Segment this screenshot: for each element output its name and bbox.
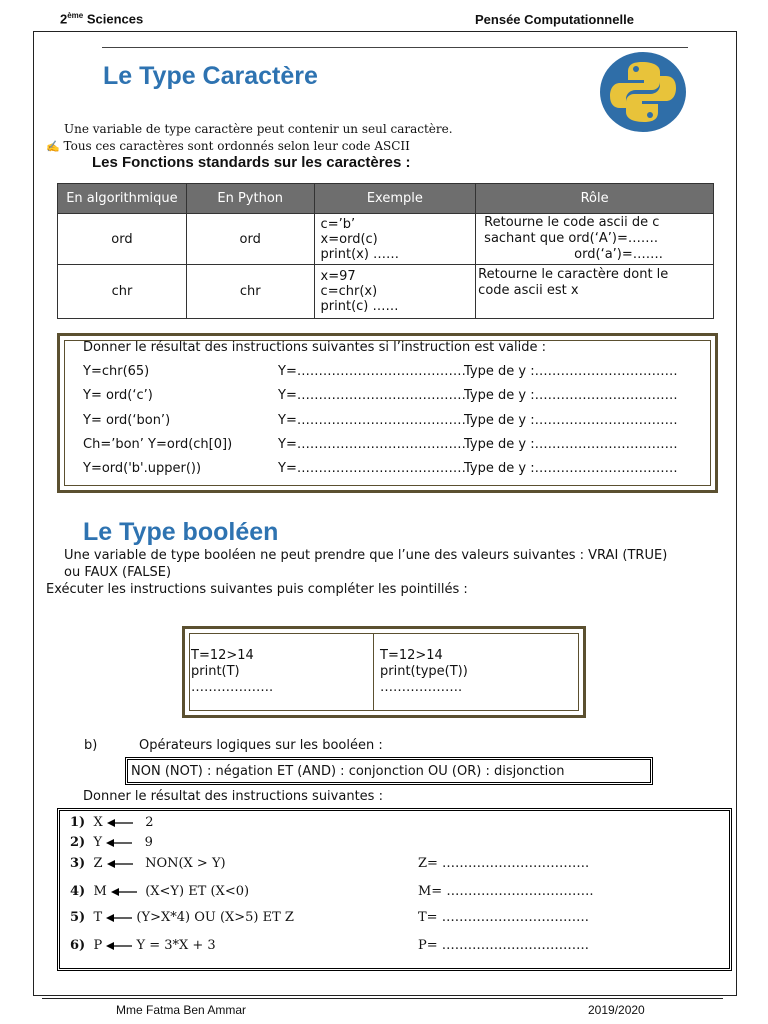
type-blank: Type de y :……………………………: [464, 413, 678, 428]
result-blank: Y=…………………………………: [278, 364, 466, 379]
assign-arrow-icon: [107, 859, 133, 869]
type-blank: Type de y :……………………………: [464, 461, 678, 476]
list-item: 5) T (Y>X*4) OU (X>5) ET Z: [70, 910, 294, 925]
operators-title: Opérateurs logiques sur les booléen :: [139, 738, 383, 753]
instr: Y= ord(‘c’): [83, 388, 153, 403]
table-row: ord ord c=’b’ x=ord(c) print(x) …… Retourne le code ascii de c sachant que ord(‘A’)=……. ord(‘a’)=…….: [58, 214, 714, 265]
col-header: En algorithmique: [58, 184, 187, 214]
bool-instruction: Exécuter les instructions suivantes puis compléter les pointillés :: [46, 582, 468, 597]
answer-blank: T= …………………………….: [418, 910, 589, 925]
footer-year: 2019/2020: [588, 1003, 645, 1017]
section-title-char: Le Type Caractère: [103, 62, 318, 90]
header-grade: 2ème Sciences: [60, 11, 144, 27]
exercise2-prompt: Donner le résultat des instructions suivantes :: [83, 789, 383, 804]
table-row: chr chr x=97 c=chr(x) print(c) …… Retourne le caractère dont le code ascii est x: [58, 265, 714, 319]
answer-blank: P= …………………………….: [418, 938, 589, 953]
bool-intro-2: ou FAUX (FALSE): [64, 565, 172, 580]
char-intro: Une variable de type caractère peut contenir un seul caractère.: [64, 122, 453, 136]
result-blank: Y=…………………………………: [278, 413, 466, 428]
col-header: Rôle: [476, 184, 714, 214]
answer-blank: Z= …………………………….: [418, 856, 590, 871]
result-blank: Y=…………………………………: [278, 437, 466, 452]
type-blank: Type de y :……………………………: [464, 437, 678, 452]
section-title-bool: Le Type booléen: [83, 518, 279, 546]
functions-table: [57, 183, 714, 319]
assign-arrow-icon: [107, 818, 133, 828]
assign-arrow-icon: [106, 941, 132, 951]
divider: [102, 47, 688, 48]
python-logo-icon: [600, 52, 686, 132]
type-blank: Type de y :……………………………: [464, 364, 678, 379]
operators-label: b): [84, 738, 98, 753]
list-item: 3) Z NON(X > Y): [70, 856, 226, 871]
footer-divider: [42, 998, 723, 999]
type-blank: Type de y :……………………………: [464, 388, 678, 403]
list-item: 6) P Y = 3*X + 3: [70, 938, 216, 953]
operators-box: NON (NOT) : négation ET (AND) : conjonction OU (OR) : disjonction: [125, 757, 653, 785]
bool-left-cell: T=12>14 print(T) ……………….: [191, 648, 274, 695]
instr: Y= ord(‘bon’): [83, 413, 171, 428]
list-item: 1) X 2: [70, 815, 154, 830]
assign-arrow-icon: [106, 913, 132, 923]
col-header: Exemple: [314, 184, 476, 214]
answer-blank: M= …………………………….: [418, 884, 594, 899]
instr: Y=chr(65): [83, 364, 150, 379]
bool-intro-1: Une variable de type booléen ne peut prendre que l’une des valeurs suivantes : VRAI (TRUE): [64, 548, 668, 563]
list-item: 4) M (X<Y) ET (X<0): [70, 884, 250, 899]
hand-pointer-icon: ✍: [46, 140, 60, 153]
result-blank: Y=…………………………………: [278, 461, 466, 476]
exercise1-prompt: Donner le résultat des instructions suivantes si l’instruction est valide :: [83, 340, 546, 355]
bool-right-cell: T=12>14 print(type(T)) ……………….: [380, 648, 468, 695]
header-subject: Pensée Computationnelle: [475, 12, 634, 27]
char-bullet: ✍ Tous ces caractères sont ordonnés selon leur code ASCII: [46, 139, 410, 153]
result-blank: Y=…………………………………: [278, 388, 466, 403]
footer-author: Mme Fatma Ben Ammar: [116, 1003, 247, 1017]
instr: Y=ord('b'.upper()): [83, 461, 202, 476]
functions-subtitle: Les Fonctions standards sur les caractères :: [92, 154, 411, 171]
col-header: En Python: [186, 184, 314, 214]
assign-arrow-icon: [111, 887, 137, 897]
instr: Ch=’bon’ Y=ord(ch[0]): [83, 437, 233, 452]
list-item: 2) Y 9: [70, 835, 153, 850]
assign-arrow-icon: [106, 838, 132, 848]
